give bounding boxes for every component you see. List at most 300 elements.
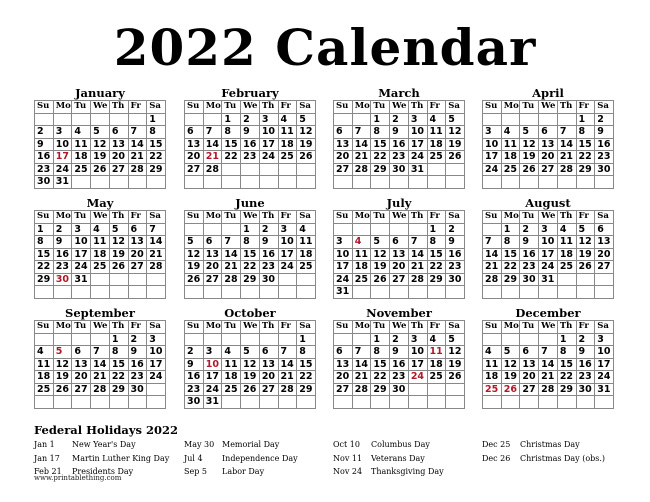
week-row <box>334 396 465 409</box>
day-cell: 1 <box>501 223 520 236</box>
day-cell: 12 <box>446 346 465 359</box>
day-name: Tu <box>371 321 390 334</box>
month-table <box>184 320 316 409</box>
day-cell: 15 <box>241 248 260 261</box>
day-cell: 22 <box>109 371 128 384</box>
day-cell: 14 <box>352 138 371 151</box>
day-cell: 23 <box>53 261 72 274</box>
day-cell: 16 <box>595 138 614 151</box>
day-cell: 23 <box>520 261 539 274</box>
month-table <box>34 320 166 409</box>
day-cell: 7 <box>128 126 147 139</box>
day-cell: 28 <box>539 383 558 396</box>
day-name: Su <box>185 211 204 224</box>
day-cell <box>278 286 297 299</box>
day-cell: 12 <box>371 248 390 261</box>
day-cell: 23 <box>390 151 409 164</box>
day-name: Sa <box>446 211 465 224</box>
day-cell <box>501 176 520 189</box>
day-cell: 28 <box>408 273 427 286</box>
month-name: April <box>532 86 564 100</box>
day-cell: 24 <box>72 261 91 274</box>
day-cell <box>185 333 204 346</box>
week-row <box>35 273 166 286</box>
day-cell: 18 <box>427 358 446 371</box>
day-cell: 16 <box>128 358 147 371</box>
day-cell: 7 <box>352 346 371 359</box>
day-name: Th <box>557 101 576 114</box>
day-cell: 25 <box>483 383 502 396</box>
day-cell: 7 <box>483 236 502 249</box>
day-cell: 22 <box>576 151 595 164</box>
day-cell: 24 <box>278 261 297 274</box>
week-row <box>483 358 614 371</box>
day-cell <box>259 163 278 176</box>
day-cell: 1 <box>371 113 390 126</box>
day-cell: 4 <box>297 223 316 236</box>
holiday-date: Jan 17 <box>34 453 60 463</box>
day-cell: 17 <box>408 138 427 151</box>
day-cell <box>147 383 166 396</box>
holiday-name: Presidents Day <box>72 467 134 476</box>
day-cell <box>241 176 260 189</box>
day-cell <box>334 396 353 409</box>
day-cell: 11 <box>35 358 54 371</box>
day-cell: 12 <box>109 236 128 249</box>
day-cell <box>483 113 502 126</box>
day-cell: 21 <box>147 248 166 261</box>
week-row <box>185 371 316 384</box>
day-cell: 12 <box>297 126 316 139</box>
day-cell: 3 <box>483 126 502 139</box>
day-cell: 6 <box>334 346 353 359</box>
day-cell: 26 <box>185 273 204 286</box>
day-cell: 8 <box>109 346 128 359</box>
day-cell <box>595 176 614 189</box>
week-row <box>334 273 465 286</box>
day-cell: 20 <box>334 151 353 164</box>
day-cell: 9 <box>185 358 204 371</box>
day-cell: 22 <box>222 151 241 164</box>
day-cell: 10 <box>53 138 72 151</box>
day-cell: 5 <box>53 346 72 359</box>
month-february <box>184 86 316 189</box>
month-may <box>34 196 166 299</box>
day-cell: 1 <box>557 333 576 346</box>
day-cell: 20 <box>109 151 128 164</box>
day-cell: 10 <box>278 236 297 249</box>
day-cell <box>446 383 465 396</box>
day-cell <box>185 176 204 189</box>
day-cell: 3 <box>259 113 278 126</box>
day-cell: 11 <box>278 126 297 139</box>
day-cell: 10 <box>483 138 502 151</box>
day-cell: 14 <box>408 248 427 261</box>
day-cell: 4 <box>222 346 241 359</box>
day-cell: 26 <box>109 261 128 274</box>
day-name: Sa <box>297 101 316 114</box>
day-name: Tu <box>371 101 390 114</box>
day-name: Tu <box>72 321 91 334</box>
day-cell: 21 <box>557 151 576 164</box>
day-cell <box>501 113 520 126</box>
day-cell: 10 <box>408 346 427 359</box>
day-cell: 23 <box>595 151 614 164</box>
holiday-column <box>482 438 605 465</box>
month-september <box>34 306 166 409</box>
day-cell <box>371 176 390 189</box>
day-name: Th <box>109 101 128 114</box>
month-november <box>333 306 465 409</box>
week-row <box>334 163 465 176</box>
day-cell: 15 <box>297 358 316 371</box>
day-cell <box>35 333 54 346</box>
day-cell: 14 <box>147 236 166 249</box>
day-cell: 1 <box>109 333 128 346</box>
day-cell: 9 <box>520 236 539 249</box>
day-cell <box>278 333 297 346</box>
day-cell <box>91 286 110 299</box>
day-cell: 3 <box>408 113 427 126</box>
day-cell: 23 <box>241 151 260 164</box>
day-cell <box>109 176 128 189</box>
day-name: Fr <box>128 211 147 224</box>
day-cell: 14 <box>278 358 297 371</box>
day-cell: 3 <box>334 236 353 249</box>
day-cell: 2 <box>35 126 54 139</box>
day-cell: 4 <box>557 223 576 236</box>
day-cell <box>427 396 446 409</box>
day-name: Mo <box>501 211 520 224</box>
day-cell <box>352 223 371 236</box>
day-cell: 5 <box>241 346 260 359</box>
day-cell: 16 <box>390 358 409 371</box>
day-cell: 26 <box>446 151 465 164</box>
day-cell: 29 <box>427 273 446 286</box>
day-cell <box>278 396 297 409</box>
day-cell: 8 <box>35 236 54 249</box>
month-name: July <box>386 196 412 210</box>
week-row <box>483 273 614 286</box>
holiday-item <box>482 452 605 466</box>
day-cell: 19 <box>446 358 465 371</box>
day-cell: 9 <box>595 126 614 139</box>
holiday-date: Sep 5 <box>184 467 207 476</box>
day-cell <box>35 396 54 409</box>
week-row <box>35 261 166 274</box>
day-cell <box>297 286 316 299</box>
page-title: 2022 Calendar <box>113 18 537 77</box>
day-cell: 22 <box>427 261 446 274</box>
day-name: Sa <box>446 101 465 114</box>
month-table <box>184 210 316 299</box>
day-cell: 1 <box>427 223 446 236</box>
day-cell <box>53 333 72 346</box>
day-cell <box>128 273 147 286</box>
day-cell: 23 <box>35 163 54 176</box>
day-name: Mo <box>352 101 371 114</box>
day-cell: 24 <box>408 151 427 164</box>
day-name: Tu <box>72 101 91 114</box>
day-cell: 6 <box>334 126 353 139</box>
month-table <box>333 320 465 409</box>
week-row <box>334 383 465 396</box>
day-name: Sa <box>595 321 614 334</box>
week-row <box>334 333 465 346</box>
day-cell: 3 <box>53 126 72 139</box>
day-cell: 22 <box>501 261 520 274</box>
day-cell: 27 <box>334 163 353 176</box>
day-name: Th <box>557 211 576 224</box>
day-cell <box>203 113 222 126</box>
day-cell <box>222 286 241 299</box>
day-cell: 9 <box>35 138 54 151</box>
day-cell: 7 <box>408 236 427 249</box>
day-cell: 11 <box>557 236 576 249</box>
day-cell <box>352 113 371 126</box>
day-name: Sa <box>147 101 166 114</box>
day-cell <box>53 286 72 299</box>
day-cell: 20 <box>72 371 91 384</box>
week-row <box>35 138 166 151</box>
day-name: Su <box>483 321 502 334</box>
holiday-name: Veterans Day <box>371 453 425 463</box>
week-row <box>35 286 166 299</box>
day-cell: 3 <box>278 223 297 236</box>
day-name: Sa <box>147 211 166 224</box>
month-name: August <box>525 196 571 210</box>
day-cell: 6 <box>185 126 204 139</box>
day-cell: 22 <box>371 151 390 164</box>
week-row <box>483 396 614 409</box>
day-cell: 29 <box>241 273 260 286</box>
day-cell: 23 <box>446 261 465 274</box>
day-cell: 24 <box>147 371 166 384</box>
holiday-item <box>333 438 444 452</box>
day-cell <box>390 223 409 236</box>
day-cell: 17 <box>147 358 166 371</box>
day-cell: 13 <box>334 358 353 371</box>
week-row <box>334 113 465 126</box>
day-cell: 2 <box>520 223 539 236</box>
holiday-item <box>34 452 169 466</box>
day-cell <box>352 333 371 346</box>
day-cell: 9 <box>241 126 260 139</box>
day-cell: 21 <box>483 261 502 274</box>
holiday-column <box>34 438 169 479</box>
day-cell: 11 <box>91 236 110 249</box>
week-row <box>35 126 166 139</box>
day-cell <box>390 176 409 189</box>
day-cell: 15 <box>109 358 128 371</box>
day-cell: 11 <box>427 346 446 359</box>
day-cell: 6 <box>539 126 558 139</box>
day-cell: 30 <box>185 396 204 409</box>
day-cell <box>35 286 54 299</box>
week-row <box>35 248 166 261</box>
day-cell <box>278 176 297 189</box>
day-cell: 29 <box>147 163 166 176</box>
day-cell: 14 <box>203 138 222 151</box>
day-cell: 2 <box>128 333 147 346</box>
day-name: Su <box>334 321 353 334</box>
day-cell: 27 <box>259 383 278 396</box>
day-cell: 9 <box>390 126 409 139</box>
holiday-date: Feb 21 <box>34 467 62 476</box>
day-cell: 9 <box>446 236 465 249</box>
day-name: Th <box>408 101 427 114</box>
week-row <box>483 138 614 151</box>
day-cell <box>483 223 502 236</box>
day-cell: 26 <box>576 261 595 274</box>
day-cell <box>222 176 241 189</box>
day-cell <box>557 286 576 299</box>
day-cell: 17 <box>539 248 558 261</box>
day-cell: 18 <box>222 371 241 384</box>
day-cell: 17 <box>483 151 502 164</box>
day-cell: 13 <box>109 138 128 151</box>
day-cell <box>427 176 446 189</box>
day-cell <box>53 396 72 409</box>
day-cell: 21 <box>203 151 222 164</box>
week-row <box>185 126 316 139</box>
day-name: We <box>539 101 558 114</box>
day-name: We <box>390 101 409 114</box>
holiday-name: Independence Day <box>222 453 298 463</box>
week-row <box>35 358 166 371</box>
day-cell: 17 <box>72 248 91 261</box>
day-cell <box>297 176 316 189</box>
day-cell: 21 <box>408 261 427 274</box>
day-name: Mo <box>203 101 222 114</box>
month-table <box>482 320 614 409</box>
day-cell: 27 <box>109 163 128 176</box>
day-cell: 7 <box>352 126 371 139</box>
day-cell <box>539 176 558 189</box>
day-cell <box>91 273 110 286</box>
day-cell: 13 <box>128 236 147 249</box>
day-cell: 27 <box>185 163 204 176</box>
day-cell: 27 <box>390 273 409 286</box>
day-cell: 19 <box>185 261 204 274</box>
day-cell: 18 <box>297 248 316 261</box>
holiday-name: Memorial Day <box>222 440 280 449</box>
day-name: Su <box>185 101 204 114</box>
day-cell: 2 <box>595 113 614 126</box>
day-cell: 21 <box>222 261 241 274</box>
day-cell: 27 <box>72 383 91 396</box>
day-cell: 29 <box>109 383 128 396</box>
month-name: December <box>515 306 581 320</box>
day-cell <box>520 396 539 409</box>
day-name: Mo <box>53 211 72 224</box>
day-name: Sa <box>297 211 316 224</box>
day-cell: 7 <box>203 126 222 139</box>
day-cell: 18 <box>72 151 91 164</box>
day-cell <box>446 163 465 176</box>
day-cell <box>427 383 446 396</box>
day-cell: 25 <box>352 273 371 286</box>
day-cell <box>297 396 316 409</box>
day-cell: 5 <box>297 113 316 126</box>
day-name: Fr <box>128 101 147 114</box>
week-row <box>483 286 614 299</box>
day-cell: 14 <box>222 248 241 261</box>
day-cell: 15 <box>576 138 595 151</box>
day-cell <box>595 286 614 299</box>
holiday-column <box>333 438 444 479</box>
day-cell <box>446 286 465 299</box>
holiday-date: Nov 11 <box>333 453 363 463</box>
holiday-item <box>482 438 605 452</box>
day-cell <box>109 286 128 299</box>
day-cell <box>203 223 222 236</box>
day-cell <box>259 286 278 299</box>
day-cell: 15 <box>557 358 576 371</box>
week-row <box>185 113 316 126</box>
day-cell <box>109 396 128 409</box>
day-name: Th <box>408 211 427 224</box>
day-name: Mo <box>53 101 72 114</box>
month-table <box>34 100 166 189</box>
day-cell <box>334 113 353 126</box>
day-cell: 17 <box>408 358 427 371</box>
day-cell <box>446 176 465 189</box>
day-cell <box>557 273 576 286</box>
day-cell <box>128 113 147 126</box>
day-cell: 8 <box>222 126 241 139</box>
day-cell: 12 <box>53 358 72 371</box>
holiday-item <box>333 465 444 479</box>
day-cell: 26 <box>297 151 316 164</box>
day-cell <box>109 273 128 286</box>
day-cell: 4 <box>278 113 297 126</box>
week-row <box>185 333 316 346</box>
day-cell <box>390 286 409 299</box>
day-cell: 23 <box>390 371 409 384</box>
day-cell <box>557 113 576 126</box>
week-row <box>35 176 166 189</box>
day-cell: 12 <box>501 358 520 371</box>
holiday-date: Oct 10 <box>333 440 360 449</box>
day-cell <box>297 163 316 176</box>
day-cell <box>408 223 427 236</box>
day-cell: 23 <box>259 261 278 274</box>
day-cell: 4 <box>352 236 371 249</box>
week-row <box>483 176 614 189</box>
day-cell <box>259 396 278 409</box>
day-cell: 22 <box>241 261 260 274</box>
day-name: We <box>241 101 260 114</box>
day-cell: 3 <box>408 333 427 346</box>
week-row <box>483 248 614 261</box>
day-cell: 1 <box>297 333 316 346</box>
day-cell: 24 <box>539 261 558 274</box>
day-cell <box>109 113 128 126</box>
day-cell: 2 <box>241 113 260 126</box>
day-name: Th <box>408 321 427 334</box>
day-cell <box>91 176 110 189</box>
day-cell: 20 <box>390 261 409 274</box>
month-table <box>482 210 614 299</box>
day-cell: 7 <box>278 346 297 359</box>
day-cell: 9 <box>259 236 278 249</box>
day-cell: 6 <box>520 346 539 359</box>
day-name: We <box>241 211 260 224</box>
holiday-item <box>34 438 169 452</box>
day-cell <box>128 176 147 189</box>
day-cell: 12 <box>91 138 110 151</box>
